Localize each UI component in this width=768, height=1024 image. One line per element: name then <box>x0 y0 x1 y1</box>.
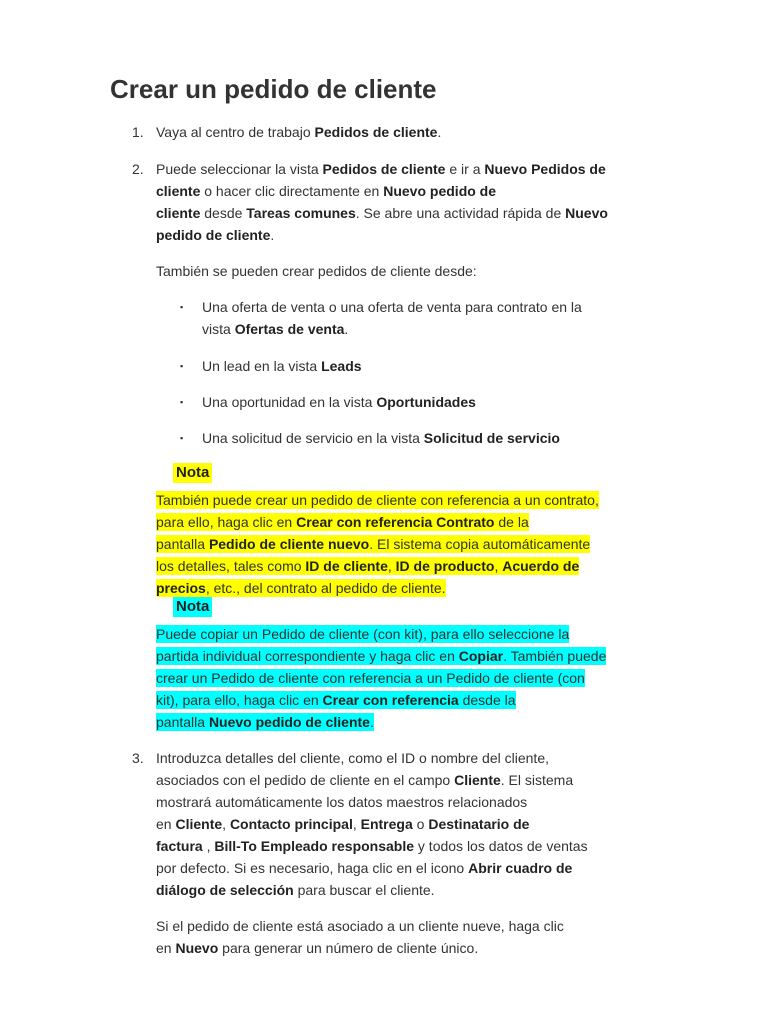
step-number: 2. <box>132 161 144 177</box>
bold-term: Nuevo pedido de cliente <box>208 714 370 730</box>
text-run: o <box>412 816 429 832</box>
text-run: vista <box>202 321 235 337</box>
text-line <box>156 835 588 857</box>
text-line <box>156 180 608 202</box>
text-run: desde la <box>458 692 516 708</box>
bold-term: Leads <box>321 358 362 374</box>
text-line <box>156 747 588 769</box>
bold-term: Acuerdo de <box>502 558 580 574</box>
text-run: Introduzca detalles del cliente, como el ID o nombre del cliente, <box>156 750 549 766</box>
text-run: Vaya al centro de trabajo <box>156 124 315 140</box>
text-run: Una solicitud de servicio en la vista <box>202 430 424 446</box>
note-cyan-text <box>156 623 606 733</box>
bold-term: cliente <box>156 205 201 221</box>
bold-term: Nuevo <box>565 205 608 221</box>
text-run: Si el pedido de cliente está asociado a un cliente nueve, haga clic <box>156 918 564 934</box>
bold-term: diálogo de selección <box>156 882 294 898</box>
text-line <box>202 355 362 377</box>
page-title: Crear un pedido de cliente <box>110 74 437 104</box>
text-line <box>156 158 608 180</box>
text-run: kit), para ello, haga clic en <box>156 692 323 708</box>
text-line <box>156 711 606 733</box>
text-line <box>156 645 606 667</box>
note-yellow-text <box>156 489 599 599</box>
text-run: . El sistema <box>500 772 574 788</box>
step-2-text <box>156 158 608 246</box>
bold-term: Ofertas de venta <box>234 321 345 337</box>
text-run: Puede seleccionar la vista <box>156 161 323 177</box>
text-line <box>156 689 606 711</box>
bold-term: ID de cliente <box>305 558 388 574</box>
bold-term: pedido de cliente <box>156 227 271 243</box>
step-1-text <box>156 121 441 143</box>
bold-term: Contacto principal <box>229 816 353 832</box>
bold-term: Pedidos de <box>531 161 606 177</box>
text-run: de la <box>494 514 529 530</box>
bold-term: Entrega <box>360 816 413 832</box>
text-run: en <box>156 816 176 832</box>
step-3-extra <box>156 915 564 959</box>
text-line <box>156 791 588 813</box>
bullet-marker: ▪ <box>180 361 184 371</box>
text-run: crear un Pedido de cliente con referencia a un Pedido de cliente (con <box>156 670 585 686</box>
note-title: Nota <box>173 597 212 617</box>
step-3-text <box>156 747 588 901</box>
text-run: , <box>387 558 396 574</box>
bold-term: Abrir cuadro de <box>468 860 573 876</box>
text-run: . <box>344 321 349 337</box>
text-line <box>156 857 588 879</box>
bold-term: Bill-To Empleado responsable <box>214 838 415 854</box>
text-run: . <box>369 714 374 730</box>
text-run: , <box>352 816 361 832</box>
text-run: . El sistema copia automáticamente <box>369 536 591 552</box>
text-run: asociados con el pedido de cliente en el campo <box>156 772 455 788</box>
text-run: , etc., del contrato al pedido de cliente. <box>205 580 446 596</box>
bold-term: precios <box>156 580 206 596</box>
bullet-marker: ▪ <box>180 433 184 443</box>
text-line <box>156 202 608 224</box>
text-line <box>202 296 582 318</box>
bold-term: Copiar <box>458 648 504 664</box>
bold-term: Oportunidades <box>376 394 476 410</box>
bold-term: ID de producto <box>395 558 495 574</box>
bold-term: Destinatario de <box>428 816 530 832</box>
text-run: , <box>222 816 230 832</box>
bold-term: Nuevo pedido de <box>383 183 497 199</box>
text-line <box>202 391 476 413</box>
text-run: en <box>156 940 176 956</box>
bold-term: Pedidos de cliente <box>314 124 438 140</box>
text-run: También puede crear un pedido de cliente con referencia a un contrato, <box>156 492 599 508</box>
text-line <box>156 879 588 901</box>
step-number: 1. <box>132 124 144 140</box>
bold-term: Crear con referencia <box>322 692 459 708</box>
text-run: los detalles, tales como <box>156 558 306 574</box>
text-run: para buscar el cliente. <box>293 882 435 898</box>
text-run: . Se abre una actividad rápida de <box>355 205 566 221</box>
text-line <box>156 623 606 645</box>
text-run: desde <box>200 205 247 221</box>
bold-term: Tareas comunes <box>246 205 356 221</box>
bold-term: cliente <box>156 183 201 199</box>
text-run: para generar un número de cliente único. <box>218 940 479 956</box>
bold-term: Cliente <box>454 772 501 788</box>
text-run: Una oferta de venta o una oferta de venta para contrato en la <box>202 299 582 315</box>
bold-term: factura <box>156 838 203 854</box>
text-run: , <box>494 558 503 574</box>
text-run: e ir a <box>445 161 485 177</box>
bullet-marker: ▪ <box>180 397 184 407</box>
bold-term: Nuevo <box>175 940 219 956</box>
text-run: pantalla <box>156 714 209 730</box>
text-run: . También puede <box>503 648 607 664</box>
text-line <box>156 121 441 143</box>
bold-term: Cliente <box>175 816 223 832</box>
text-run: por defecto. Si es necesario, haga clic en el icono <box>156 860 469 876</box>
text-line <box>202 427 560 449</box>
list-item <box>202 355 362 377</box>
text-line <box>156 813 588 835</box>
text-line <box>156 769 588 791</box>
text-run: pantalla <box>156 536 209 552</box>
text-line <box>156 577 599 599</box>
list-item <box>202 427 560 449</box>
text-run: Puede copiar un Pedido de cliente (con kit), para ello seleccione la <box>156 626 570 642</box>
text-line <box>156 937 564 959</box>
text-line <box>156 915 564 937</box>
text-run: mostrará automáticamente los datos maestros relacionados <box>156 794 528 810</box>
text-run: y todos los datos de ventas <box>414 838 588 854</box>
text-run: , <box>202 838 215 854</box>
text-line <box>156 555 599 577</box>
text-run: Una oportunidad en la vista <box>202 394 377 410</box>
list-item <box>202 296 582 340</box>
list-item <box>202 391 476 413</box>
note-title: Nota <box>173 463 212 483</box>
step-number: 3. <box>132 750 144 766</box>
text-line <box>156 533 599 555</box>
text-run: o hacer clic directamente en <box>200 183 384 199</box>
bold-term: Pedidos de cliente <box>322 161 446 177</box>
text-line <box>156 224 608 246</box>
text-run: Un lead en la vista <box>202 358 322 374</box>
bold-term: Pedido de cliente nuevo <box>208 536 370 552</box>
bold-term: Solicitud de servicio <box>423 430 560 446</box>
text-line <box>202 318 582 340</box>
text-line <box>156 511 599 533</box>
text-run: . <box>437 124 442 140</box>
text-line <box>156 667 606 689</box>
text-line <box>156 489 599 511</box>
bold-term: Crear con referencia Contrato <box>296 514 495 530</box>
text-run: para ello, haga clic en <box>156 514 297 530</box>
text-run: partida individual correspondiente y haga clic en <box>156 648 459 664</box>
step-2-intro: También se pueden crear pedidos de cliente desde: <box>156 263 477 279</box>
text-run: . <box>270 227 275 243</box>
bullet-marker: ▪ <box>180 302 184 312</box>
bold-term: Nuevo <box>484 161 528 177</box>
